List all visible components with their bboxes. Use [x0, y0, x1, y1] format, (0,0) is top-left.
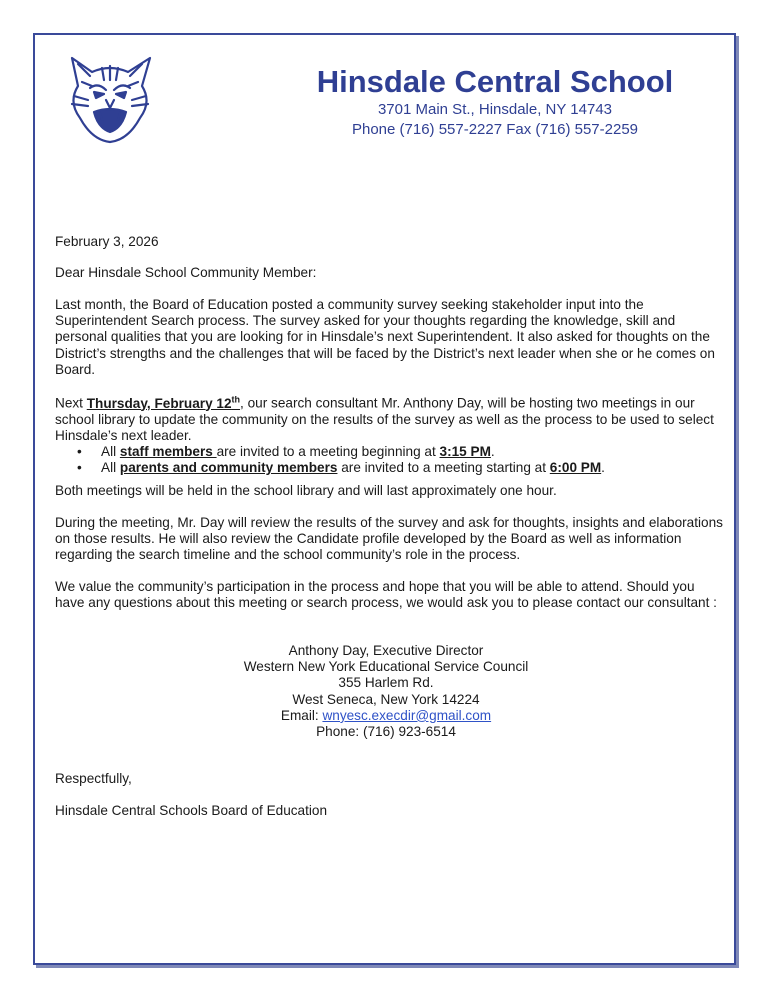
bullet-pre: All	[101, 460, 120, 476]
paragraph-survey	[55, 297, 725, 378]
meetings-lead: Next	[55, 395, 87, 411]
bullet-mid: are invited to a meeting starting at	[337, 460, 550, 476]
bullet-mid: are invited to a meeting beginning at	[216, 444, 440, 460]
paragraph-location: Both meetings will be held in the school library and will last approximately one hour.	[55, 483, 557, 498]
bullet-end: .	[601, 460, 605, 476]
letter-signature: Hinsdale Central Schools Board of Education	[55, 803, 328, 818]
bullet-group: staff members	[119, 444, 217, 460]
letter-closing: Respectfully,	[55, 771, 132, 786]
letter-salutation: Dear Hinsdale School Community Member:	[55, 265, 317, 280]
list-item	[101, 460, 725, 476]
meeting-list	[55, 444, 725, 476]
paragraph-agenda	[55, 515, 725, 564]
contact-phone: Phone: (716) 923-6514	[316, 724, 456, 740]
paragraph-meetings	[55, 391, 725, 477]
paragraph-meetings-text	[55, 391, 725, 444]
letter-date: February 3, 2026	[55, 234, 159, 249]
contact-name-title: Anthony Day, Executive Director	[288, 643, 484, 658]
bullet-pre: All	[101, 444, 120, 460]
meeting-date	[87, 396, 240, 411]
bobcat-mascot-logo-icon	[62, 52, 158, 144]
contact-email-label: Email:	[280, 707, 323, 723]
meeting-date-suffix: th	[231, 394, 241, 404]
consultant-contact-block	[86, 643, 686, 740]
list-item	[101, 444, 725, 460]
contact-email-line	[86, 708, 686, 724]
contact-city: West Seneca, New York 14224	[292, 691, 480, 707]
meeting-date-text: Thursday, February 12	[86, 395, 232, 411]
paragraph-contact-request	[55, 579, 725, 611]
bullet-end: .	[490, 444, 495, 460]
bullet-time: 3:15 PM	[439, 444, 491, 460]
paragraph-contact-request-text: We value the community’s participation in the process and hope that you will be able to attend. Should you have any questions about this meeting or search process, we would ask you to please contact our consultant :	[55, 579, 717, 611]
bullet-time: 6:00 PM	[549, 460, 602, 476]
school-name: Hinsdale Central School	[316, 64, 674, 99]
school-phone-fax: Phone (716) 557-2227 Fax (716) 557-2259	[351, 121, 639, 138]
contact-email-link[interactable]: wnyesc.execdir@gmail.com	[322, 707, 492, 723]
contact-street: 355 Harlem Rd.	[338, 675, 434, 691]
paragraph-agenda-text: During the meeting, Mr. Day will review the results of the survey and ask for thoughts, insights and elaborations on those results. He will also review the Candidate profile developed by the Board as well as information regarding the search timeline and the school community’s role in the process.	[55, 515, 723, 563]
school-address: 3701 Main St., Hinsdale, NY 14743	[377, 101, 613, 118]
meetings-rest: , our search consultant Mr. Anthony Day, will be hosting two meetings in our school library to update the community on the results of the survey as well as the process to be used to select Hinsdale’s next leader.	[55, 395, 714, 443]
bullet-group: parents and community members	[119, 460, 338, 476]
paragraph-survey-text: Last month, the Board of Education posted a community survey seeking stakeholder input into the Superintendent Search process. The survey asked for your thoughts regarding the knowledge, skill and personal qualities that you are looking for in Hinsdale’s next Superintendent. It also asked for thoughts on the District’s strengths and the challenges that will be faced by the District’s next leader when she or he comes on Board.	[55, 297, 715, 377]
contact-organization: Western New York Educational Service Council	[243, 659, 529, 675]
